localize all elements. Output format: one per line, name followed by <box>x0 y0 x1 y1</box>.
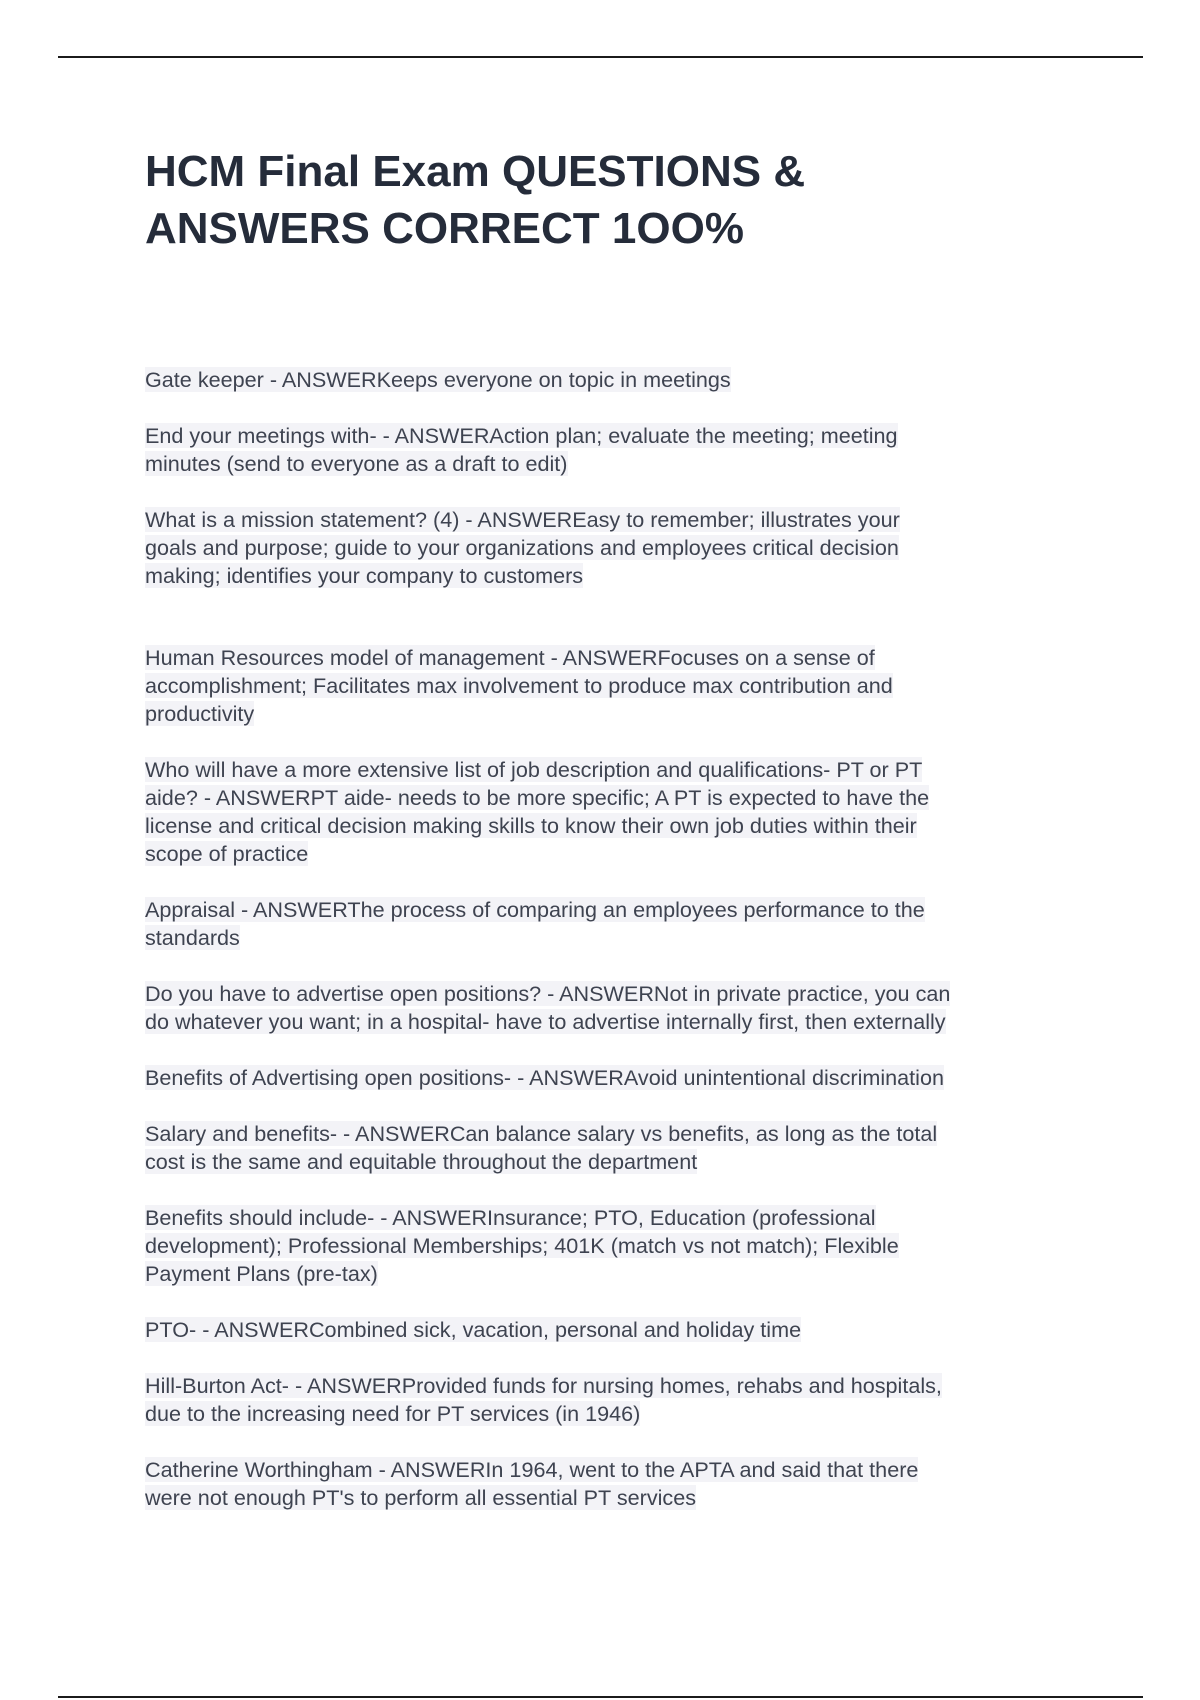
qa-item <box>145 896 1060 952</box>
qa-line: do whatever you want; in a hospital- have to advertise internally first, then externally <box>145 1009 946 1034</box>
qa-item <box>145 506 1060 590</box>
qa-line: development); Professional Memberships; 401K (match vs not match); Flexible <box>145 1233 899 1258</box>
qa-line: goals and purpose; guide to your organizations and employees critical decision <box>145 535 899 560</box>
qa-item <box>145 1120 1060 1176</box>
qa-line: license and critical decision making skills to know their own job duties within their <box>145 813 917 838</box>
qa-line: accomplishment; Facilitates max involvement to produce max contribution and <box>145 673 893 698</box>
qa-line: Do you have to advertise open positions? - ANSWERNot in private practice, you can <box>145 981 951 1006</box>
qa-line: Salary and benefits- - ANSWERCan balance salary vs benefits, as long as the total <box>145 1121 938 1146</box>
qa-line: standards <box>145 925 240 950</box>
qa-line: Benefits should include- - ANSWERInsurance; PTO, Education (professional <box>145 1205 876 1230</box>
qa-line: End your meetings with- - ANSWERAction plan; evaluate the meeting; meeting <box>145 423 898 448</box>
qa-item <box>145 980 1060 1036</box>
qa-item <box>145 1456 1060 1512</box>
qa-line: cost is the same and equitable throughout the department <box>145 1149 698 1174</box>
qa-item <box>145 1064 1060 1092</box>
qa-line: Gate keeper - ANSWERKeeps everyone on topic in meetings <box>145 367 731 392</box>
qa-item <box>145 422 1060 478</box>
qa-line: Payment Plans (pre-tax) <box>145 1261 378 1286</box>
qa-line: Catherine Worthingham - ANSWERIn 1964, went to the APTA and said that there <box>145 1457 919 1482</box>
qa-line: making; identifies your company to customers <box>145 563 584 588</box>
qa-line: Human Resources model of management - ANSWERFocuses on a sense of <box>145 645 875 670</box>
bottom-rule <box>58 1696 1143 1698</box>
qa-item <box>145 644 1060 728</box>
qa-line: What is a mission statement? (4) - ANSWEREasy to remember; illustrates your <box>145 507 900 532</box>
qa-line: Who will have a more extensive list of job description and qualifications- PT or PT <box>145 757 923 782</box>
page-title <box>145 143 1045 257</box>
qa-line: scope of practice <box>145 841 309 866</box>
title-line: ANSWERS CORRECT 1OO% <box>145 204 744 253</box>
title-line: HCM Final Exam QUESTIONS & <box>145 147 806 196</box>
qa-line: PTO- - ANSWERCombined sick, vacation, personal and holiday time <box>145 1317 802 1342</box>
qa-line: aide? - ANSWERPT aide- needs to be more specific; A PT is expected to have the <box>145 785 930 810</box>
qa-item <box>145 1204 1060 1288</box>
qa-line: were not enough PT's to perform all essential PT services <box>145 1485 697 1510</box>
qa-line: Benefits of Advertising open positions- - ANSWERAvoid unintentional discrimination <box>145 1065 944 1090</box>
qa-item <box>145 366 1060 394</box>
qa-line: minutes (send to everyone as a draft to edit) <box>145 451 568 476</box>
qa-item <box>145 1316 1060 1344</box>
qa-line: Hill-Burton Act- - ANSWERProvided funds for nursing homes, rehabs and hospitals, <box>145 1373 942 1398</box>
qa-line: productivity <box>145 701 255 726</box>
qa-line: due to the increasing need for PT services (in 1946) <box>145 1401 641 1426</box>
top-rule <box>58 56 1143 58</box>
qa-list <box>145 366 1060 1540</box>
qa-item <box>145 756 1060 868</box>
qa-line: Appraisal - ANSWERThe process of comparing an employees performance to the <box>145 897 925 922</box>
qa-item <box>145 1372 1060 1428</box>
